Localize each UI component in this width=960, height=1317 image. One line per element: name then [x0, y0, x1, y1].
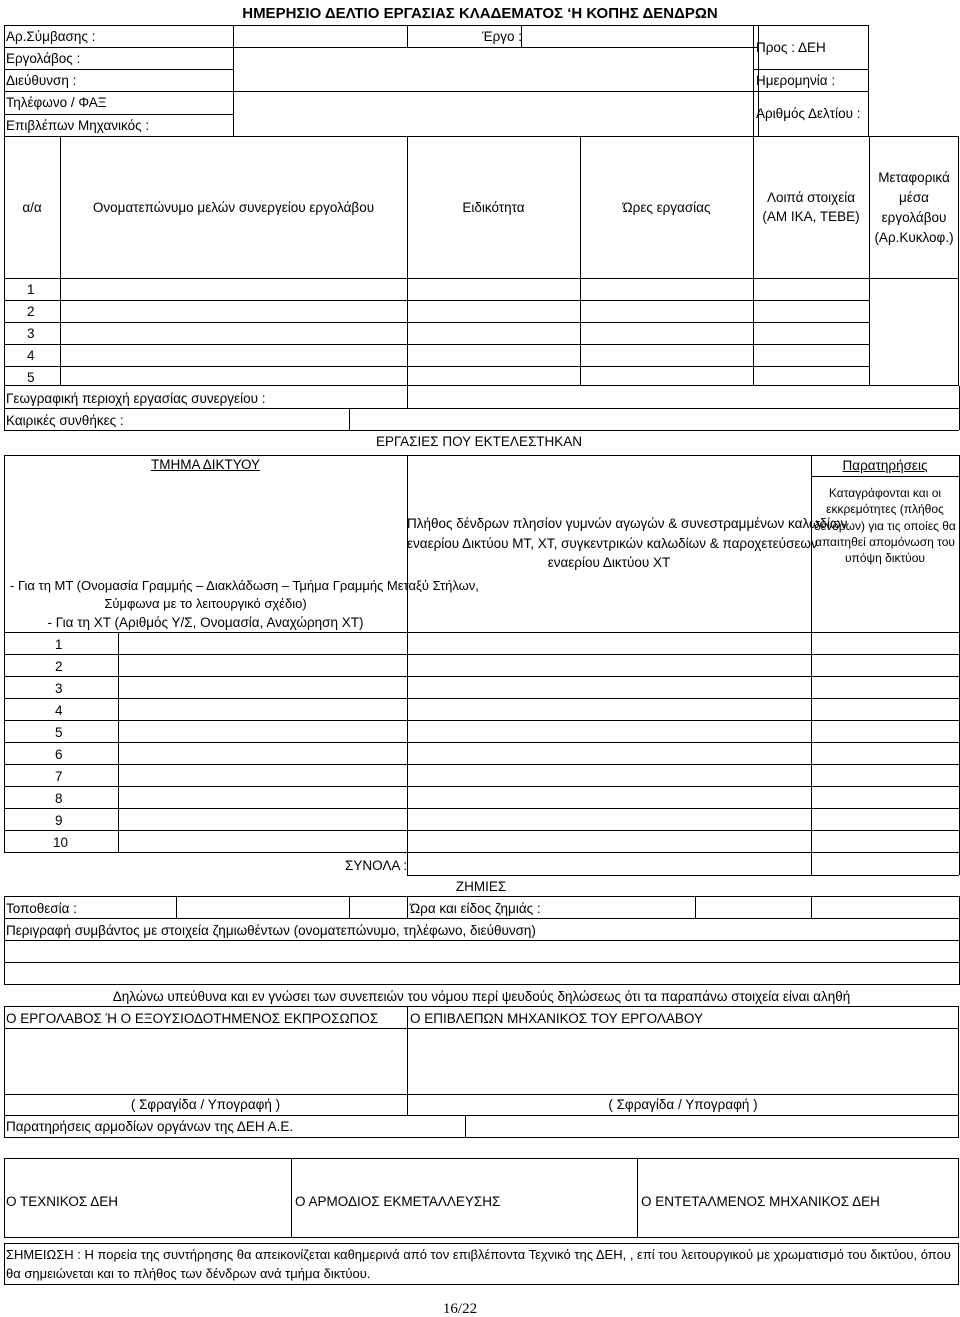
weather-label: Καιρικές συνθήκες :: [6, 413, 124, 428]
supervisor-label: Επιβλέπων Μηχανικός :: [6, 118, 150, 133]
phone-label: Τηλέφωνο / ΦΑΞ: [6, 95, 107, 110]
remarks-note-3: δένδρων) για τις οποίες θα: [814, 519, 956, 533]
dei-operator-label: Ο ΑΡΜΟΔΙΟΣ ΕΚΜΕΤΑΛΛΕΥΣΗΣ: [295, 1194, 501, 1209]
page-number: 16/22: [442, 1301, 478, 1317]
location-label: Τοποθεσία :: [6, 901, 77, 916]
col-transport-header-3: εργολάβου: [881, 210, 947, 225]
works-row-number: 9: [55, 813, 63, 828]
network-section-header: ΤΜΗΜΑ ΔΙΚΤΥΟΥ: [150, 457, 261, 472]
date-label: Ημερομηνία :: [756, 73, 836, 88]
crew-row-number: 5: [27, 370, 35, 385]
address-label: Διεύθυνση :: [6, 73, 77, 88]
crew-row-number: 3: [27, 326, 35, 341]
col-hours-header: Ώρες εργασίας: [622, 200, 711, 215]
works-row-number: 10: [53, 835, 69, 850]
works-row-number: 4: [55, 703, 63, 718]
contractor-label: Εργολάβος :: [6, 51, 81, 66]
works-title: ΕΡΓΑΣΙΕΣ ΠΟΥ ΕΚΤΕΛΕΣΤΗΚΑΝ: [375, 434, 583, 449]
works-row-number: 8: [55, 791, 63, 806]
page-title: ΗΜΕΡΗΣΙΟ ΔΕΛΤΙΟ ΕΡΓΑΣΙΑΣ ΚΛΑΔΕΜΑΤΟΣ ‘Η ΚΟΠΗΣ ΔΕΝΔΡΩΝ: [242, 5, 718, 22]
to-label: Προς : ΔΕΗ: [756, 40, 826, 55]
col-transport-header-2: μέσα: [899, 190, 929, 205]
crew-table-frame: [4, 136, 959, 386]
sheet-number-label: Αριθμός Δελτίου :: [756, 106, 861, 121]
remarks-header: Παρατηρήσεις: [842, 458, 928, 473]
note-line-1: ΣΗΜΕΙΩΣΗ : Η πορεία της συντήρησης θα απεικονίζεται καθημερινά από τον επιβλέποντα Τεχνικό της ΔΕΗ, , επί του λειτουργικού με χρωματισμό του δικτύου, όπου: [6, 1247, 951, 1262]
mt-line-header-2: Σύμφωνα με το λειτουργικό σχέδιο): [104, 596, 307, 611]
works-row-number: 6: [55, 747, 63, 762]
dei-technician-label: Ο ΤΕΧΝΙΚΟΣ ΔΕΗ: [6, 1194, 118, 1209]
trees-count-header-2: εναερίου Δικτύου ΜΤ, ΧΤ, συγκεντρικών καλωδίων & παροχετεύσεων: [407, 536, 818, 551]
crew-row-number: 4: [27, 348, 35, 363]
col-specialty-header: Ειδικότητα: [462, 200, 525, 215]
works-row-number: 2: [55, 659, 63, 674]
works-row-number: 5: [55, 725, 63, 740]
area-label: Γεωγραφική περιοχή εργασίας συνεργείου :: [6, 391, 266, 406]
supervisor-signature-label: Ο ΕΠΙΒΛΕΠΩΝ ΜΗΧΑΝΙΚΟΣ ΤΟΥ ΕΡΓΟΛΑΒΟΥ: [410, 1011, 703, 1026]
col-transport-header-1: Μεταφορικά: [878, 170, 950, 185]
stamp-signature-left: ( Σφραγίδα / Υπογραφή ): [130, 1097, 281, 1112]
contractor-signature-label: Ο ΕΡΓΟΛΑΒΟΣ Ή Ο ΕΞΟΥΣΙΟΔΟΤΗΜΕΝΟΣ ΕΚΠΡΟΣΩΠΟΣ: [6, 1011, 379, 1026]
totals-label: ΣΥΝΟΛΑ :: [345, 858, 408, 873]
contract-label: Αρ.Σύμβασης :: [6, 29, 96, 44]
note-line-2: θα σημειώνεται και το πλήθος των δένδρων ανά τμήμα δικτύου.: [6, 1266, 371, 1281]
col-transport-header-4: (Αρ.Κυκλοφ.): [874, 230, 954, 245]
project-label: Έργο :: [482, 29, 523, 44]
xt-line-header: - Για τη ΧΤ (Αριθμός Υ/Σ, Ονομασία, Αναχώρηση ΧΤ): [47, 615, 364, 630]
description-label: Περιγραφή συμβάντος με στοιχεία ζημιωθέντων (ονοματεπώνυμο, τηλέφωνο, διεύθυνση): [6, 923, 536, 938]
crew-row-number: 1: [27, 282, 35, 297]
dei-remarks-label: Παρατηρήσεις αρμοδίων οργάνων της ΔΕΗ Α.Ε.: [6, 1119, 294, 1134]
works-row-number: 1: [55, 637, 63, 652]
trees-count-header-3: εναερίου Δικτύου ΧΤ: [547, 555, 671, 570]
remarks-note-5: υπόψη δικτύου: [845, 551, 925, 565]
damages-title: ΖΗΜΙΕΣ: [455, 879, 507, 894]
crew-row-number: 2: [27, 304, 35, 319]
declaration-text: Δηλώνω υπεύθυνα και εν γνώσει των συνεπειών του νόμου περί ψευδούς δηλώσεως ότι τα παραπάνω στοιχεία είναι αληθή: [112, 989, 851, 1004]
remarks-note-2: εκκρεμότητες (πλήθος: [826, 502, 944, 516]
remarks-note-4: απαιτηθεί απομόνωση του: [815, 535, 955, 549]
works-row-number: 3: [55, 681, 63, 696]
remarks-note-1: Καταγράφονται και οι: [828, 486, 942, 500]
time-type-label: Ώρα και είδος ζημιάς :: [410, 901, 541, 916]
col-other-header-2: (ΑΜ ΙΚΑ, ΤΕΒΕ): [762, 209, 860, 224]
trees-count-header-1: Πλήθος δένδρων πλησίον γυμνών αγωγών & συνεστραμμένων καλωδίων: [407, 516, 848, 531]
dei-engineer-label: Ο ΕΝΤΕΤΑΛΜΕΝΟΣ ΜΗΧΑΝΙΚΟΣ ΔΕΗ: [641, 1194, 880, 1209]
col-other-header-1: Λοιπά στοιχεία: [766, 190, 856, 205]
stamp-signature-right: ( Σφραγίδα / Υπογραφή ): [608, 1097, 758, 1112]
works-row-number: 7: [55, 769, 63, 784]
mt-line-header-1: - Για τη ΜΤ (Ονομασία Γραμμής – Διακλάδωση – Τμήμα Γραμμής Μεταξύ Στήλων,: [10, 578, 479, 593]
col-number-header: α/α: [22, 200, 42, 215]
col-name-header: Ονοματεπώνυμο μελών συνεργείου εργολάβου: [92, 200, 375, 215]
